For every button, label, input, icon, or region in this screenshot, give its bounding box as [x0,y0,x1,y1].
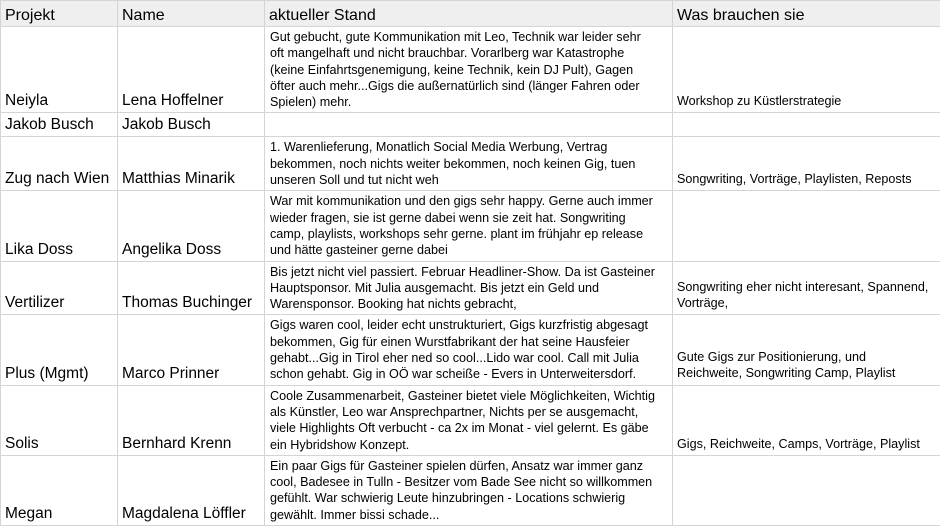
cell-need[interactable] [673,261,940,315]
cell-stand[interactable] [265,191,673,261]
cell-need[interactable] [673,191,940,261]
table-row [1,113,940,137]
stand-line: wieder fragen, sie ist gerne dabei wenn sie zeit hat. Songwriting [270,210,668,226]
cell-name[interactable]: Matthias Minarik [118,137,265,191]
cell-stand[interactable] [265,27,673,113]
need-line: Reichweite, Songwriting Camp, Playlist [677,365,936,381]
stand-line: Ein paar Gigs für Gasteiner spielen dürfen, Ansatz war immer ganz [270,458,668,474]
need-line: Workshop zu Küstlerstrategie [677,93,936,109]
stand-line: Spielen) mehr. [270,94,668,110]
stand-line: (keine Einfahrtsgenemigung, keine Technik, kein DJ Pult), Gagen [270,62,668,78]
cell-need[interactable] [673,137,940,191]
header-aktueller-stand[interactable]: aktueller Stand [265,1,673,27]
cell-stand[interactable] [265,137,673,191]
stand-line: Hauptsponsor. Mit Julia ausgemacht. Bis jetzt ein Geld und [270,280,668,296]
stand-line: schon gehabt. Gig in OÖ war scheiße - Evers in Unterweitersdorf. [270,366,668,382]
table-row [1,385,940,455]
cell-projekt[interactable]: Zug nach Wien [1,137,118,191]
cell-name[interactable]: Magdalena Löffler [118,455,265,525]
cell-name[interactable]: Jakob Busch [118,113,265,137]
stand-line: bekommen, noch nichts weiter bekommen, noch keinen Gig, tuen [270,156,668,172]
table-row [1,315,940,385]
cell-stand[interactable] [265,455,673,525]
need-line: Songwriting, Vorträge, Playlisten, Reposts [677,171,936,187]
stand-line: und hätte gasteiner gerne dabei [270,242,668,258]
stand-line: gefühlt. War schwierig Leute hinzubringen - Locations schwierig [270,490,668,506]
stand-line: camp, playlists, workshops sehr gerne. plant im frühjahr ep release [270,226,668,242]
cell-projekt[interactable]: Lika Doss [1,191,118,261]
need-line: Gigs, Reichweite, Camps, Vorträge, Playlist [677,436,936,452]
cell-name[interactable]: Bernhard Krenn [118,385,265,455]
cell-stand[interactable] [265,113,673,137]
cell-need[interactable] [673,315,940,385]
table-row [1,27,940,113]
cell-projekt[interactable]: Plus (Mgmt) [1,315,118,385]
need-line: Vorträge, [677,295,936,311]
header-was-brauchen-sie[interactable]: Was brauchen sie [673,1,940,27]
stand-line: unseren Soll und tut nicht weh [270,172,668,188]
cell-projekt[interactable]: Vertilizer [1,261,118,315]
stand-line: viele Highlights Oft verbucht - ca 2x im Monat - viel gelernt. Es gäbe [270,420,668,436]
stand-line: Coole Zusammenarbeit, Gasteiner bietet viele Möglichkeiten, Wichtig [270,388,668,404]
cell-need[interactable] [673,385,940,455]
header-name[interactable]: Name [118,1,265,27]
stand-line: ein Hybridshow Konzept. [270,437,668,453]
header-row [1,1,940,27]
cell-name[interactable]: Angelika Doss [118,191,265,261]
stand-line: Bis jetzt nicht viel passiert. Februar Headliner-Show. Da ist Gasteiner [270,264,668,280]
cell-projekt[interactable]: Solis [1,385,118,455]
cell-name[interactable]: Lena Hoffelner [118,27,265,113]
cell-stand[interactable] [265,315,673,385]
stand-line: Warensponsor. Booking hat nichts gebracht, [270,296,668,312]
stand-line: als Künstler, Leo war Ansprechpartner, Nichts per se ausgemacht, [270,404,668,420]
cell-name[interactable]: Marco Prinner [118,315,265,385]
stand-line: War mit kommunikation und den gigs sehr happy. Gerne auch immer [270,193,668,209]
header-projekt[interactable]: Projekt [1,1,118,27]
cell-name[interactable]: Thomas Buchinger [118,261,265,315]
stand-line: gewählt. Immer bissi schade... [270,507,668,523]
cell-need[interactable] [673,27,940,113]
cell-stand[interactable] [265,261,673,315]
stand-line: 1. Warenlieferung, Monatlich Social Media Werbung, Vertrag [270,139,668,155]
cell-need[interactable] [673,455,940,525]
cell-need[interactable] [673,113,940,137]
stand-line: Gigs waren cool, leider echt unstrukturiert, Gigs kurzfristig abgesagt [270,317,668,333]
stand-line: bekommen, Gig für einen Wurstfabrikant der hat seine Hausfeier [270,334,668,350]
cell-projekt[interactable]: Megan [1,455,118,525]
table-row [1,455,940,525]
cell-projekt[interactable]: Neiyla [1,27,118,113]
stand-line: cool, Badesee in Tulln - Besitzer vom Bade See nicht so willkommen [270,474,668,490]
stand-line: öfter auch mehr...Gigs die außernatürlich sind (länger Fahren oder [270,78,668,94]
table-row [1,261,940,315]
cell-projekt[interactable]: Jakob Busch [1,113,118,137]
cell-stand[interactable] [265,385,673,455]
need-line: Gute Gigs zur Positionierung, und [677,349,936,365]
table-row [1,137,940,191]
stand-line: Gut gebucht, gute Kommunikation mit Leo, Technik war leider sehr [270,29,668,45]
table-row [1,191,940,261]
need-line: Songwriting eher nicht interesant, Spannend, [677,279,936,295]
stand-line: gehabt...Gig in Tirol eher ned so cool...Lido war cool. Call mit Julia [270,350,668,366]
stand-line: oft mangelhaft und nicht brauchbar. Vorarlberg war Katastrophe [270,45,668,61]
